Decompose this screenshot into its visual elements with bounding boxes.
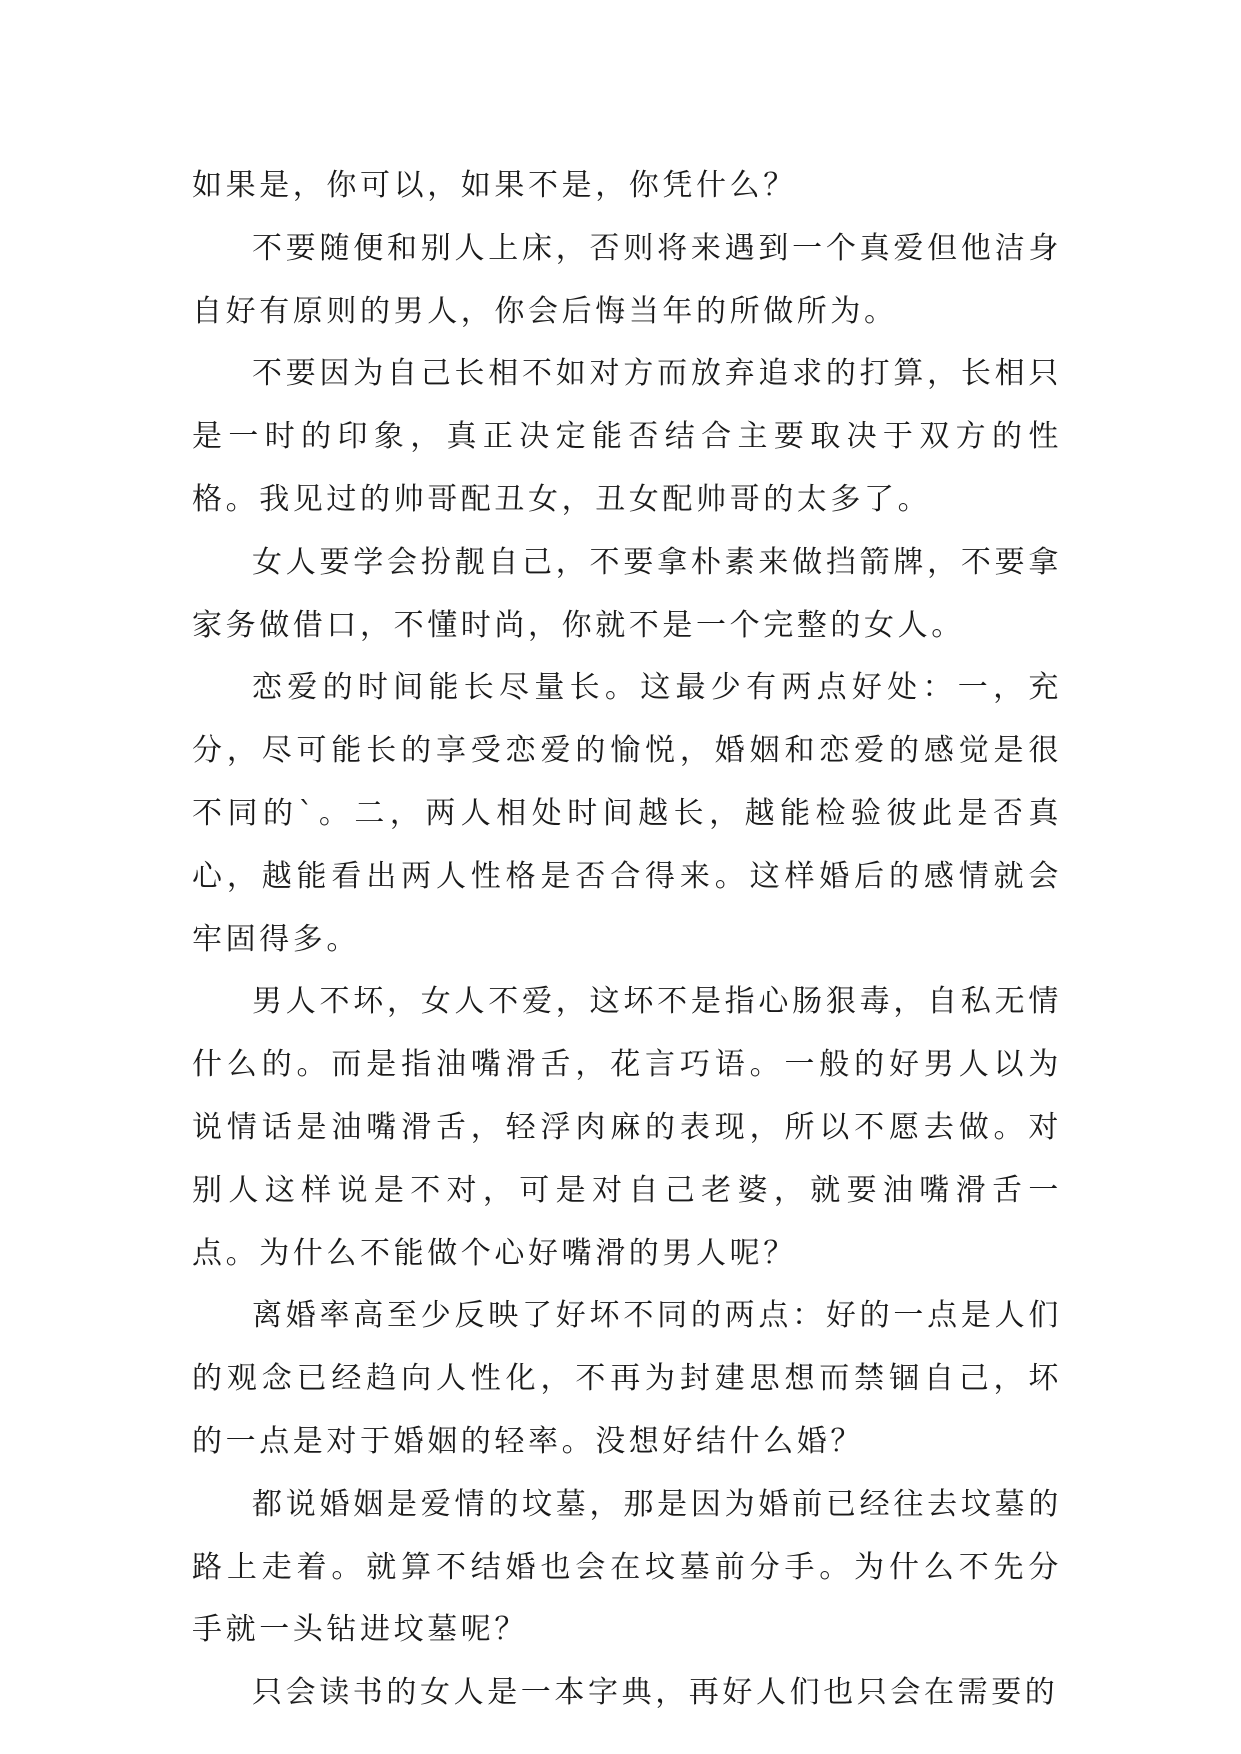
paragraph-casual-relations: 不要随便和别人上床，否则将来遇到一个真爱但他洁身自好有原则的男人，你会后悔当年的所做所为。	[192, 230, 1062, 329]
paragraph-divorce-rate: 离婚率高至少反映了好坏不同的两点：好的一点是人们的观念已经趋向人性化，不再为封建思想而禁锢自己，坏的一点是对于婚姻的轻率。没想好结什么婚？	[192, 1298, 1062, 1459]
paragraph-long-courtship: 恋爱的时间能长尽量长。这最少有两点好处：一，充分，尽可能长的享受恋爱的愉悦，婚姻和恋爱的感觉是很不同的`。二，两人相处时间越长，越能检验彼此是否真心，越能看出两人性格是否合得来。这样婚后的感情就会牢固得多。	[192, 670, 1062, 957]
paragraph-self-styling: 女人要学会扮靓自己，不要拿朴素来做挡箭牌，不要拿家务做借口，不懂时尚，你就不是一个完整的女人。	[192, 544, 1062, 643]
paragraph-marriage-tomb: 都说婚姻是爱情的坟墓，那是因为婚前已经往去坟墓的路上走着。就算不结婚也会在坟墓前分手。为什么不先分手就一头钻进坟墓呢？	[192, 1486, 1062, 1648]
paragraph-sweet-talk: 男人不坏，女人不爱，这坏不是指心肠狠毒，自私无情什么的。而是指油嘴滑舌，花言巧语。一般的好男人以为说情话是油嘴滑舌，轻浮肉麻的表现，所以不愿去做。对别人这样说是不对，可是对自己老婆，就要油嘴滑舌一点。为什么不能做个心好嘴滑的男人呢？	[192, 984, 1062, 1271]
document-body	[192, 155, 1062, 1725]
paragraph-continuation: 如果是，你可以，如果不是，你凭什么？	[192, 168, 797, 203]
paragraph-appearance: 不要因为自己长相不如对方而放弃追求的打算，长相只是一时的印象，真正决定能否结合主要取决于双方的性格。我见过的帅哥配丑女，丑女配帅哥的太多了。	[192, 356, 1062, 517]
paragraph-bookish-woman: 只会读书的女人是一本字典，再好人们也只会在需要的	[252, 1675, 1059, 1711]
